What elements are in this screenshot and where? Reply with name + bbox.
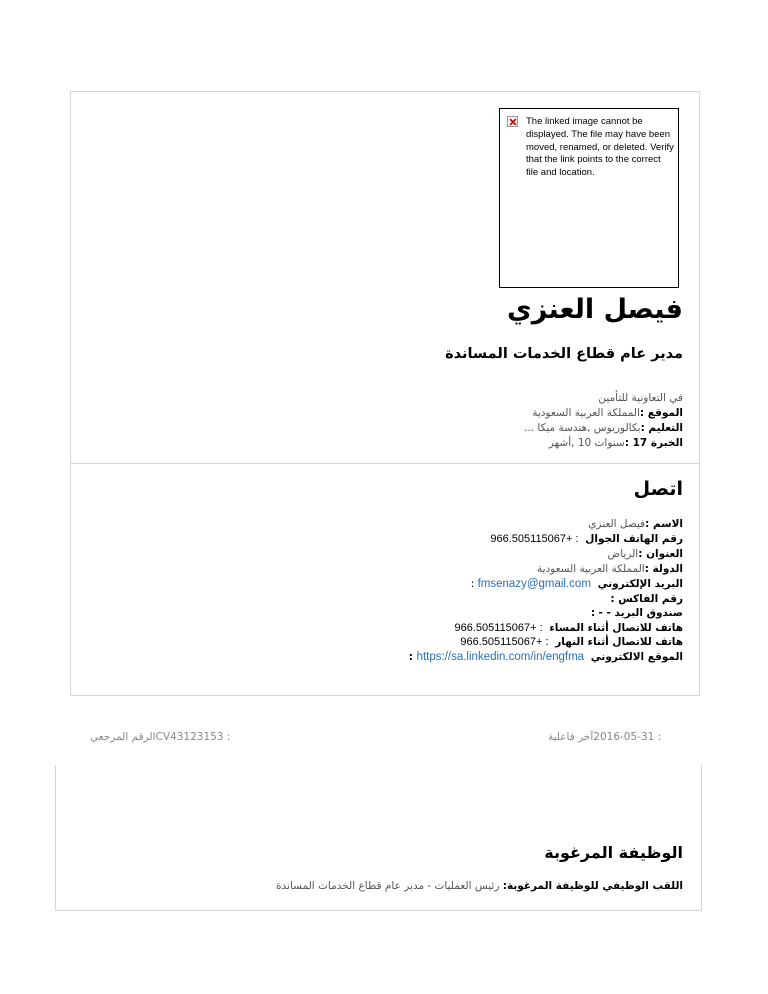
last-active-date: : 2016-05-31آخر فاعلية: [548, 731, 662, 743]
experience-line: [549, 437, 683, 450]
location-line: [532, 407, 683, 420]
candidate-name: فيصل العنزي: [506, 294, 683, 325]
education-line: [524, 422, 683, 435]
reference-number: : CV43123153الرقم المرجعي: [90, 731, 231, 743]
desired-job-value: رئيس العمليات - مدير عام قطاع الخدمات المساندة: [276, 880, 503, 892]
contact-name-value: فيصل العنزي: [588, 518, 646, 530]
contact-name-label: الاسم :: [645, 518, 683, 530]
country-line: [537, 563, 683, 576]
experience-label: الخبرة 17 :: [624, 437, 683, 449]
country-label: الدولة :: [644, 563, 683, 575]
desired-job-title: الوظيفة المرغوبة: [544, 843, 683, 862]
website-line: [409, 651, 683, 664]
education-label: التعليم :: [640, 422, 683, 434]
evening-phone-line: [455, 622, 684, 635]
email-link[interactable]: fmsenazy@gmail.com: [477, 578, 591, 590]
experience-value: سنوات 10 ,أشهر: [548, 437, 625, 449]
email-label: البريد الإلكتروني: [597, 578, 683, 590]
day-phone-line: [460, 636, 683, 649]
day-phone-label: هاتف للاتصال أثناء النهار: [555, 636, 683, 648]
broken-image-icon: [507, 116, 518, 127]
location-value: المملكة العربية السعودية: [532, 407, 640, 419]
section-divider: [70, 463, 699, 464]
mobile-label: رقم الهاتف الجوال: [585, 533, 683, 545]
fax-label: رقم الفاكس :: [610, 593, 683, 605]
location-label: الموقع :: [639, 407, 683, 419]
contact-section-title: اتصل: [633, 478, 683, 500]
website-suffix: :: [408, 651, 417, 663]
contact-name-line: [588, 518, 683, 531]
country-value: المملكة العربية السعودية: [536, 563, 645, 575]
day-phone-value: 966.505115067+ :: [460, 636, 549, 648]
email-line: [471, 578, 683, 591]
evening-phone-label: هاتف للاتصال أثناء المساء: [549, 622, 683, 634]
website-link[interactable]: https://sa.linkedin.com/in/engfma: [416, 651, 585, 663]
candidate-job-title: مدير عام قطاع الخدمات المساندة: [445, 346, 683, 362]
address-value: الرياض: [607, 548, 639, 560]
company-line: في التعاونية للتأمين: [598, 392, 683, 404]
desired-job-label: اللقب الوظيفي للوظيفة المرغوبة:: [502, 880, 683, 892]
email-suffix: :: [470, 578, 478, 590]
pobox-line: [591, 607, 683, 620]
mobile-line: [490, 533, 683, 546]
profile-photo-placeholder: [499, 108, 679, 288]
address-line: [608, 548, 684, 561]
fax-line: [610, 593, 683, 606]
mobile-value: 966.505115067+ :: [490, 533, 579, 545]
evening-phone-value: 966.505115067+ :: [454, 622, 543, 634]
desired-job-line: [276, 880, 683, 893]
broken-image-message: The linked image cannot be displayed. The file may have been moved, renamed, or deleted. Verify that the link points to the correct file and location.: [526, 116, 674, 179]
pobox-label: صندوق البريد - -: [598, 607, 683, 619]
education-value: بكالوريوس ,هندسة ميكا ...: [524, 422, 641, 434]
website-label: الموقع الالكتروني: [590, 651, 683, 663]
pobox-suffix: :: [590, 607, 596, 619]
address-label: العنوان :: [638, 548, 683, 560]
